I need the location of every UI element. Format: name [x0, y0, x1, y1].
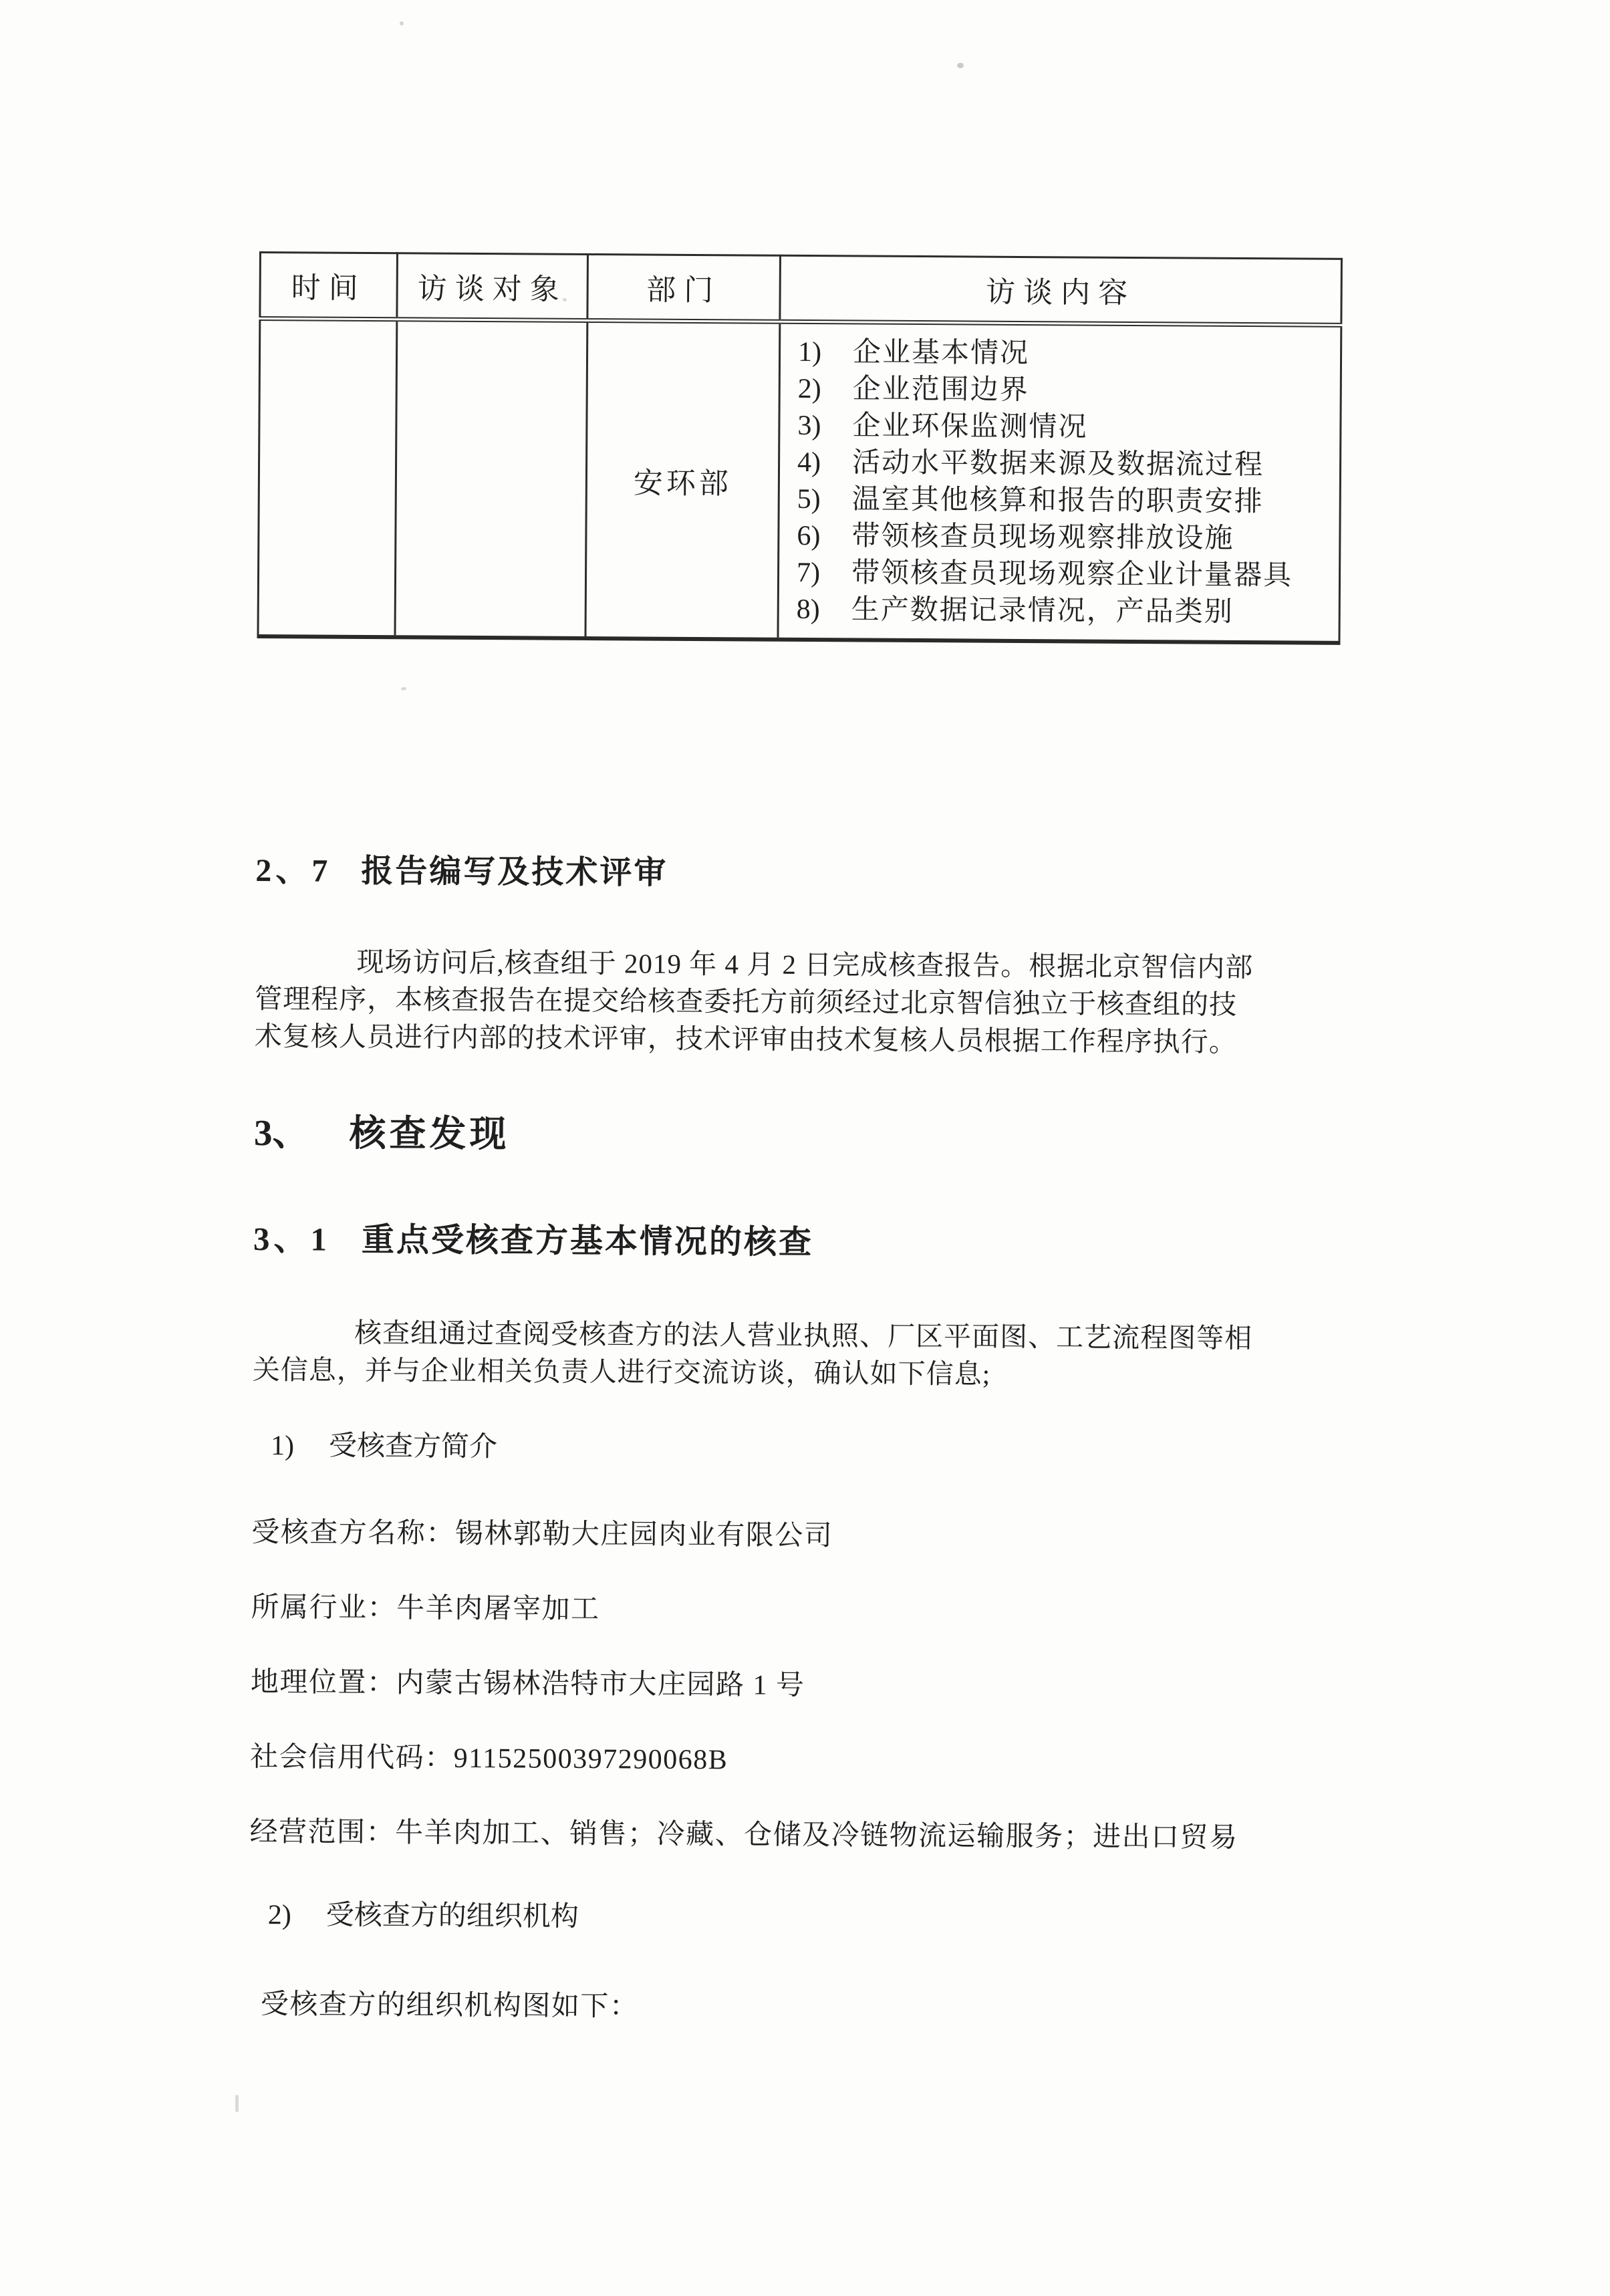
content-item — [780, 444, 1334, 484]
cell-department: 安环部 — [585, 321, 780, 640]
paragraph-line: 术复核人员进行内部的技术评审，技术评审由技术复核人员根据工作程序执行。 — [254, 1020, 1237, 1057]
item-number: 4) — [797, 447, 821, 478]
item-text: 活动水平数据来源及数据流过程 — [851, 447, 1264, 481]
section-heading-2-7 — [255, 844, 1365, 897]
content-item — [781, 370, 1335, 410]
list-text: 受核查方简介 — [328, 1430, 498, 1463]
paragraph-3-1 — [253, 1313, 1363, 1395]
list-text: 受核查方的组织机构 — [325, 1900, 579, 1932]
content-item — [779, 554, 1333, 594]
section-heading-3-1 — [253, 1213, 1363, 1267]
paragraph-line: 核查组通过查阅受核查方的法人营业执照、厂区平面图、工艺流程图等相 — [354, 1317, 1253, 1354]
paragraph-line: 关信息，并与企业相关负责人进行交流访谈，确认如下信息; — [252, 1354, 991, 1390]
paragraph-line: 管理程序，本核查报告在提交给核查委托方前须经过北京智信独立于核查组的技 — [255, 983, 1238, 1020]
item-text: 带领核查员现场观察排放设施 — [851, 520, 1234, 554]
content-item — [781, 334, 1335, 374]
content-item — [780, 481, 1334, 521]
item-number: 1) — [797, 336, 822, 368]
cell-time — [258, 319, 397, 638]
cell-interview-content — [778, 322, 1341, 643]
list-number: 2) — [267, 1900, 291, 1931]
scan-speck — [957, 63, 964, 68]
table-header-time: 时间 — [260, 253, 398, 320]
section-number: 2、7 — [255, 852, 332, 889]
item-number: 5) — [797, 483, 821, 515]
field-business-scope: 经营范围：牛羊肉加工、销售；冷藏、仓储及冷链物流运输服务；进出口贸易 — [249, 1816, 1238, 1854]
item-number: 3) — [797, 410, 821, 441]
list-number: 1) — [270, 1430, 295, 1462]
section-title: 重点受核查方基本情况的核查 — [361, 1221, 814, 1261]
section-number: 3、 — [253, 1112, 309, 1154]
list-item-1 — [252, 1427, 1361, 1471]
table-header-content: 访谈内容 — [780, 255, 1342, 325]
interview-table — [257, 251, 1343, 645]
item-number: 2) — [797, 373, 821, 404]
item-number: 8) — [796, 594, 820, 625]
paragraph-line: 现场访问后,核查组于 2019 年 4 月 2 日完成核查报告。根据北京智信内部 — [356, 946, 1254, 983]
field-company-name: 受核查方名称：锡林郭勒大庄园肉业有限公司 — [251, 1517, 833, 1552]
item-text: 带领核查员现场观察企业计量器具 — [851, 557, 1293, 591]
paragraph-2-7 — [255, 942, 1365, 1061]
table-header-interviewee: 访谈对象 — [397, 253, 588, 321]
field-credit-code: 社会信用代码：91152500397290068B — [250, 1741, 728, 1776]
section-title: 报告编写及技术评审 — [361, 853, 668, 891]
list-item-2 — [249, 1896, 1359, 1940]
field-location: 地理位置：内蒙古锡林浩特市大庄园路 1 号 — [250, 1666, 805, 1702]
content-item — [780, 407, 1334, 447]
table-header-department: 部门 — [587, 255, 781, 322]
scan-speck — [400, 21, 404, 25]
item-text: 企业基本情况 — [852, 336, 1030, 369]
table-row — [258, 319, 1341, 643]
item-number: 7) — [796, 557, 821, 588]
section-heading-3 — [254, 1103, 1363, 1162]
document-content — [249, 251, 1369, 2030]
item-text: 温室其他核算和报告的职责安排 — [851, 483, 1264, 517]
item-number: 6) — [797, 520, 821, 551]
section-number: 3、1 — [253, 1220, 331, 1258]
scan-speck — [235, 2095, 239, 2112]
cell-interviewee — [395, 320, 587, 638]
table-header-row — [260, 253, 1342, 326]
org-chart-intro-line: 受核查方的组织机构图如下： — [260, 1989, 639, 2023]
item-text: 生产数据记录情况，产品类别 — [851, 594, 1234, 628]
item-text: 企业范围边界 — [852, 373, 1029, 406]
content-item — [779, 591, 1333, 631]
field-industry: 所属行业：牛羊肉屠宰加工 — [251, 1591, 600, 1626]
item-text: 企业环保监测情况 — [852, 410, 1088, 443]
section-title: 核查发现 — [349, 1112, 510, 1155]
content-item — [779, 517, 1333, 557]
